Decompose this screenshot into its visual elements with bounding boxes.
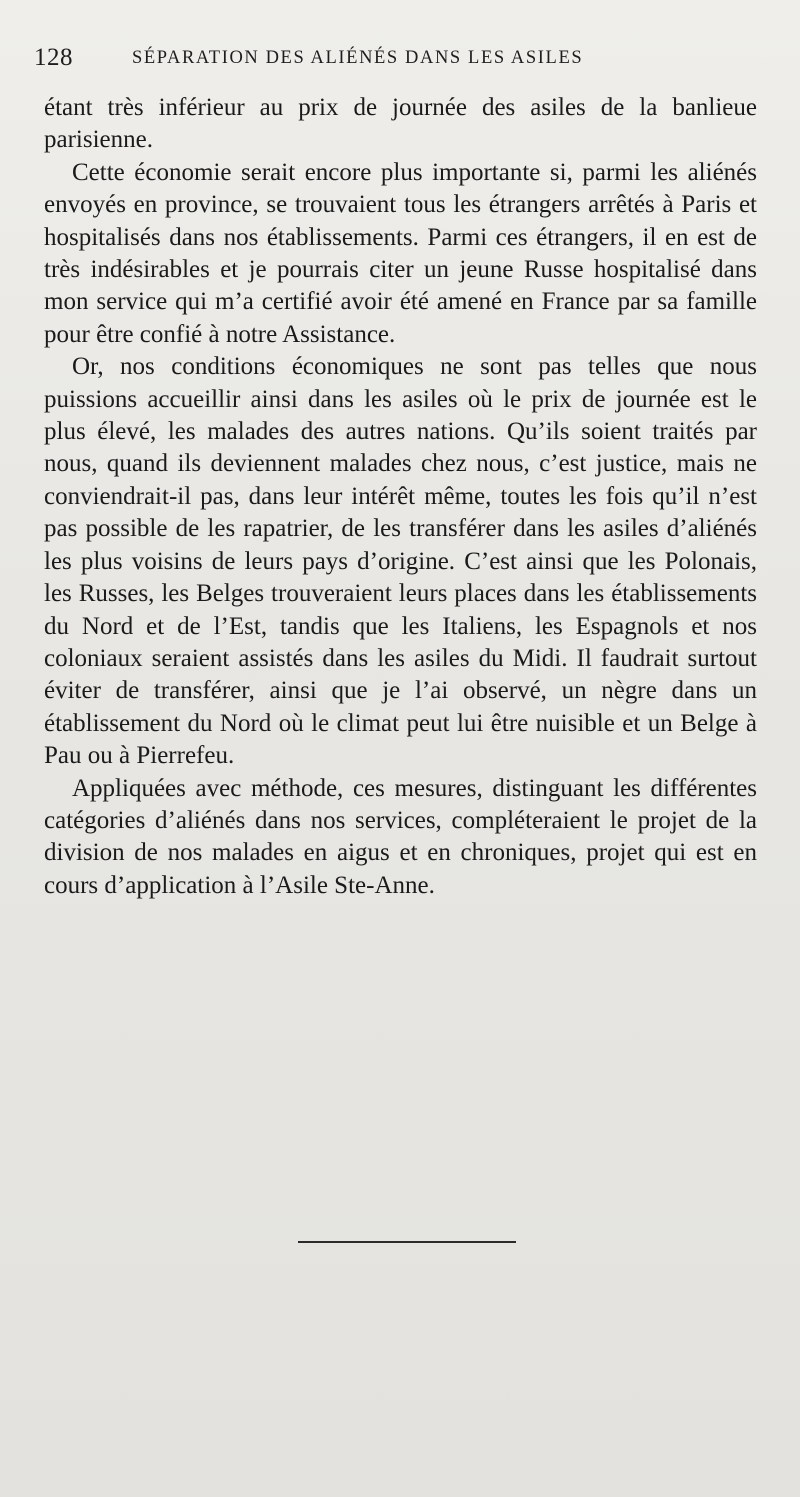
- page-header: [34, 44, 754, 76]
- paragraph: Appliquées avec méthode, ces mesures, distinguant les différentes catégories d’aliénés dans nos services, compléteraient le projet de la division de nos malades en aigus et en chroniques, projet qui est en cours d’application à l’Asile Ste-Anne.: [44, 774, 757, 899]
- section-end-rule: [298, 1241, 516, 1243]
- paragraph: Or, nos conditions économiques ne sont pas telles que nous puissions accueillir ainsi dans les asiles où le prix de journée est le plus élevé, les malades des autres nations. Qu’ils soient traités par nous, quand ils deviennent malades chez nous, c’est justice, mais ne conviendrait-il pas, dans leur intérêt même, toutes les fois qu’il n’est pas possible de les rapatrier, de les transférer dans les asiles d’aliénés les plus voisins de leurs pays d’origine. C’est ainsi que les Polonais, les Russes, les Belges trouveraient leurs places dans les établissements du Nord et de l’Est, tandis que les Italiens, les Espagnols et nos coloniaux seraient assistés dans les asiles du Midi. Il faudrait surtout éviter de transférer, ainsi que je l’ai observé, un nègre dans un établissement du Nord où le climat peut lui être nuisible et un Belge à Pau ou à Pierrefeu.: [44, 353, 757, 770]
- paragraph-continued: étant très inférieur au prix de journée des asiles de la banlieue parisienne.: [44, 94, 757, 154]
- paragraph: Cette économie serait encore plus importante si, parmi les aliénés envoyés en province, se trouvaient tous les étrangers arrêtés à Paris et hospitalisés dans nos établissements. Parmi ces étrangers, il en est de très indésirables et je pourrais citer un jeune Russe hospitalisé dans mon service qui m’a certifié avoir été amené en France par sa famille pour être confié à notre Assistance.: [44, 158, 757, 348]
- body-text: [44, 92, 757, 902]
- running-title: SÉPARATION DES ALIÉNÉS DANS LES ASILES: [132, 48, 584, 68]
- page-number: 128: [34, 44, 73, 71]
